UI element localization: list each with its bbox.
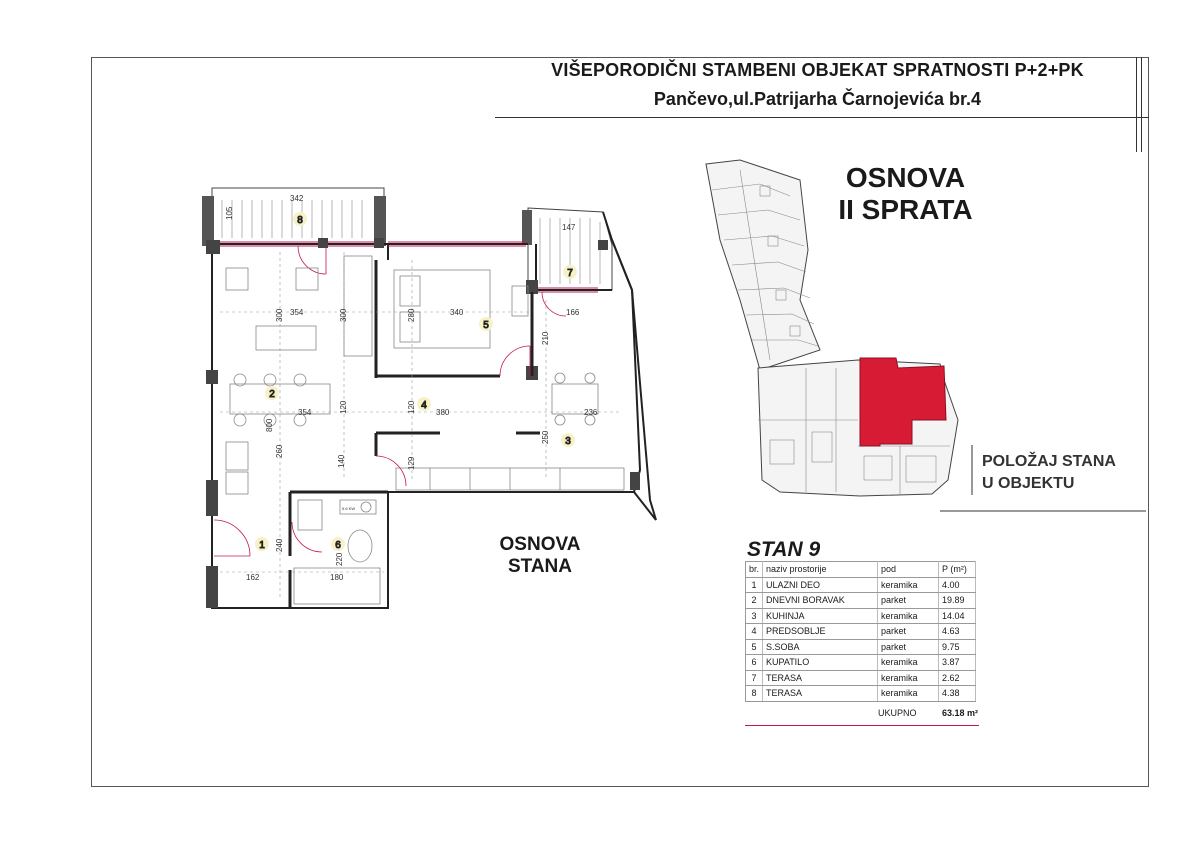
dim-280: 280 — [407, 308, 416, 322]
cell-area: 9.75 — [939, 639, 976, 655]
cell-area: 2.62 — [939, 670, 976, 686]
dim-129: 129 — [407, 456, 416, 470]
dim-120a: 120 — [339, 400, 348, 414]
cell-name: KUPATILO — [763, 655, 878, 671]
table-row — [746, 686, 976, 702]
windows — [220, 242, 598, 292]
plan-label-line2: STANA — [507, 555, 573, 577]
cell-br: 8 — [746, 686, 763, 702]
floor-label-line1: OSNOVA — [845, 162, 966, 193]
dim-105: 105 — [225, 206, 234, 220]
cell-br: 4 — [746, 624, 763, 640]
cell-area: 19.89 — [939, 593, 976, 609]
room-tag-3: 3 — [565, 436, 571, 447]
table-row — [746, 670, 976, 686]
cell-floor: keramika — [878, 577, 939, 593]
cell-area: 4.63 — [939, 624, 976, 640]
table-row — [746, 639, 976, 655]
washbasin — [298, 500, 322, 530]
cell-br: 6 — [746, 655, 763, 671]
room-schedule-table — [745, 561, 976, 702]
dim-342: 342 — [290, 194, 304, 203]
plan-label-line1: OSNOVA — [499, 534, 581, 555]
table-row — [746, 624, 976, 640]
cell-br: 1 — [746, 577, 763, 593]
room-tag-8: 8 — [297, 215, 303, 226]
furniture — [226, 256, 624, 604]
dim-220: 220 — [335, 552, 344, 566]
cell-floor: keramika — [878, 655, 939, 671]
building-key-plan — [706, 160, 958, 496]
dim-180: 180 — [330, 573, 344, 582]
table-header-row — [746, 562, 976, 578]
dimension-labels — [225, 194, 598, 582]
table-row — [746, 608, 976, 624]
dim-800: 800 — [265, 418, 274, 432]
table-row — [746, 655, 976, 671]
dim-260: 260 — [275, 444, 284, 458]
dim-162: 162 — [246, 573, 260, 582]
total-label: UKUPNO — [878, 708, 917, 718]
dim-300a: 300 — [275, 308, 284, 322]
floor-label-line2: II SPRATA — [838, 194, 973, 226]
cell-name: KUHINJA — [763, 608, 878, 624]
wardrobe — [344, 256, 372, 356]
cell-name: DNEVNI BORAVAK — [763, 593, 878, 609]
col-name: naziv prostorije — [763, 562, 878, 578]
sofa — [256, 326, 316, 350]
cell-area: 3.87 — [939, 655, 976, 671]
cell-floor: parket — [878, 593, 939, 609]
dim-140: 140 — [337, 454, 346, 468]
dim-210: 210 — [541, 331, 550, 345]
dim-250: 250 — [541, 430, 550, 444]
toilet — [348, 530, 372, 562]
col-br: br. — [746, 562, 763, 578]
dim-300b: 300 — [339, 308, 348, 322]
room-tag-2: 2 — [269, 389, 275, 400]
room-tag-7: 7 — [567, 268, 573, 279]
dim-380: 380 — [436, 408, 450, 417]
cell-name: TERASA — [763, 686, 878, 702]
apartment-floor-plan — [202, 188, 656, 608]
room-tag-6: 6 — [335, 540, 341, 551]
cell-br: 5 — [746, 639, 763, 655]
cell-name: ULAZNI DEO — [763, 577, 878, 593]
cell-floor: keramika — [878, 608, 939, 624]
table-row — [746, 593, 976, 609]
project-title: VIŠEPORODIČNI STAMBENI OBJEKAT SPRATNOSTI P+2+PK — [551, 60, 1084, 80]
project-address: Pančevo,ul.Patrijarha Čarnojevića br.4 — [653, 89, 982, 109]
dim-147: 147 — [562, 223, 576, 232]
dim-354b: 354 — [298, 408, 312, 417]
cell-floor: keramika — [878, 670, 939, 686]
door-swings — [214, 246, 566, 556]
dim-120b: 120 — [407, 400, 416, 414]
cell-area: 14.04 — [939, 608, 976, 624]
cell-floor: parket — [878, 639, 939, 655]
col-floor: pod — [878, 562, 939, 578]
cell-br: 2 — [746, 593, 763, 609]
cell-area: 4.38 — [939, 686, 976, 702]
boiler-label: 5.6 KW — [342, 506, 356, 511]
cell-area: 4.00 — [939, 577, 976, 593]
cell-br: 3 — [746, 608, 763, 624]
dim-354a: 354 — [290, 308, 304, 317]
room-tag-1: 1 — [259, 540, 265, 551]
cell-br: 7 — [746, 670, 763, 686]
cell-name: TERASA — [763, 670, 878, 686]
table-row — [746, 577, 976, 593]
dim-340: 340 — [450, 308, 464, 317]
location-label-line1: POLOŽAJ STANA — [982, 453, 1116, 470]
col-area: P (m²) — [939, 562, 976, 578]
room-tag-4: 4 — [421, 400, 427, 411]
coat-rack — [512, 286, 528, 316]
total-value: 63.18 m² — [942, 708, 979, 718]
dim-236: 236 — [584, 408, 598, 417]
dim-240: 240 — [275, 538, 284, 552]
terrace-8-hatch — [222, 200, 362, 238]
cell-floor: parket — [878, 624, 939, 640]
room-tag-5: 5 — [483, 320, 489, 331]
total-underline — [745, 725, 979, 726]
cell-name: S.SOBA — [763, 639, 878, 655]
cell-floor: keramika — [878, 686, 939, 702]
cell-name: PREDSOBLJE — [763, 624, 878, 640]
apartment-title: STAN 9 — [747, 538, 821, 561]
dim-166: 166 — [566, 308, 580, 317]
location-label-line2: U OBJEKTU — [982, 474, 1075, 492]
